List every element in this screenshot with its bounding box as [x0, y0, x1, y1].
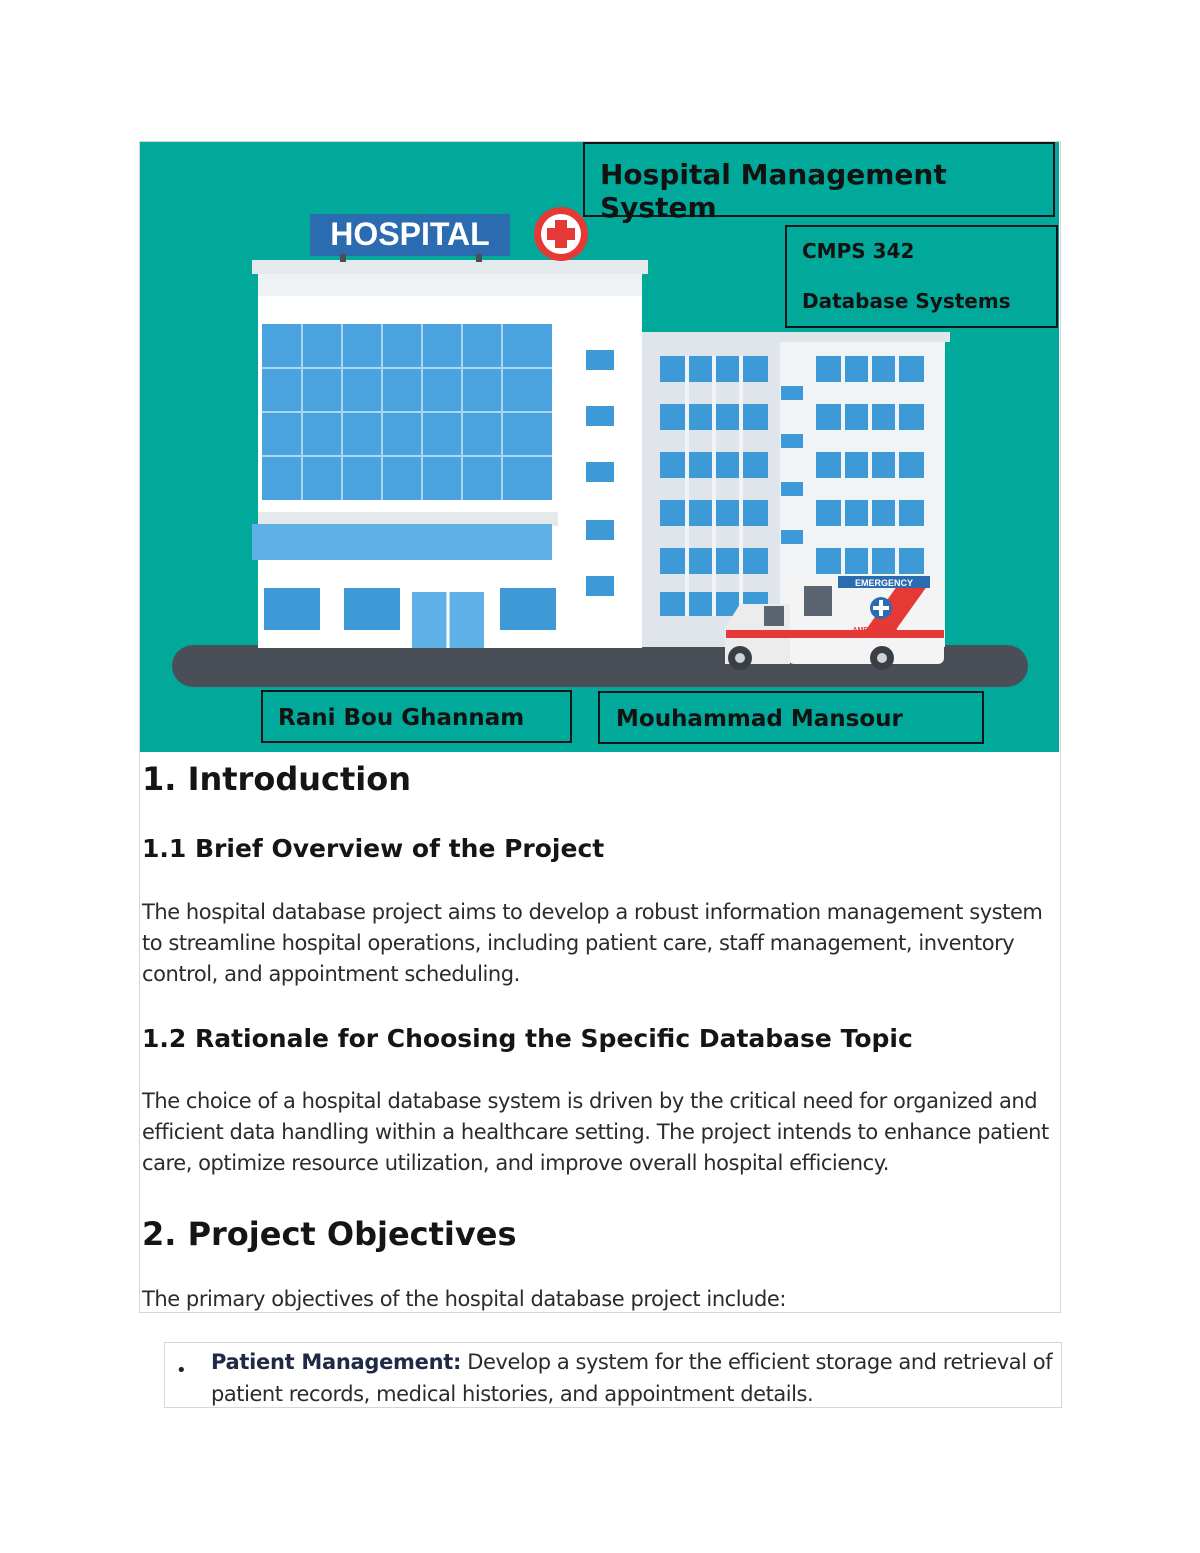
subsection-heading: 1.2 Rationale for Choosing the Specific Database Topic [142, 1024, 913, 1053]
author-name: Mouhammad Mansour [598, 691, 984, 744]
sign-text: HOSPITAL [330, 216, 490, 252]
author-name: Rani Bou Ghannam [261, 690, 572, 743]
paragraph: The choice of a hospital database system is driven by the critical need for organized and efficient data handling within a healthcare setting. The project intends to enhance patient care, optimize resource utilization, and improve overall hospital efficiency. [142, 1089, 1049, 1175]
bullet-icon: • [176, 1360, 187, 1381]
cover-image [140, 142, 1059, 752]
section-heading: 1. Introduction [142, 760, 411, 798]
objective-label: Patient Management: [211, 1350, 462, 1374]
subsection-heading: 1.1 Brief Overview of the Project [142, 834, 605, 863]
paragraph: The hospital database project aims to develop a robust information management system to streamline hospital operations, including patient care, staff management, inventory control, and appointment scheduling. [142, 900, 1043, 986]
course-name: Database Systems [802, 289, 1011, 313]
list-item [211, 1346, 1059, 1410]
section-heading: 2. Project Objectives [142, 1215, 517, 1253]
ambulance-side-text: AMBULANCE [852, 627, 898, 634]
course-box [785, 225, 1058, 328]
cover-title: Hospital Management System [583, 142, 1055, 217]
ambulance-top-text: EMERGENCY [854, 578, 914, 588]
course-code: CMPS 342 [802, 239, 915, 263]
paragraph: The primary objectives of the hospital database project include: [142, 1287, 786, 1311]
objective-text: Develop a system for the efficient storage and retrieval of patient records, medical histories, and appointment details. [211, 1350, 1053, 1406]
